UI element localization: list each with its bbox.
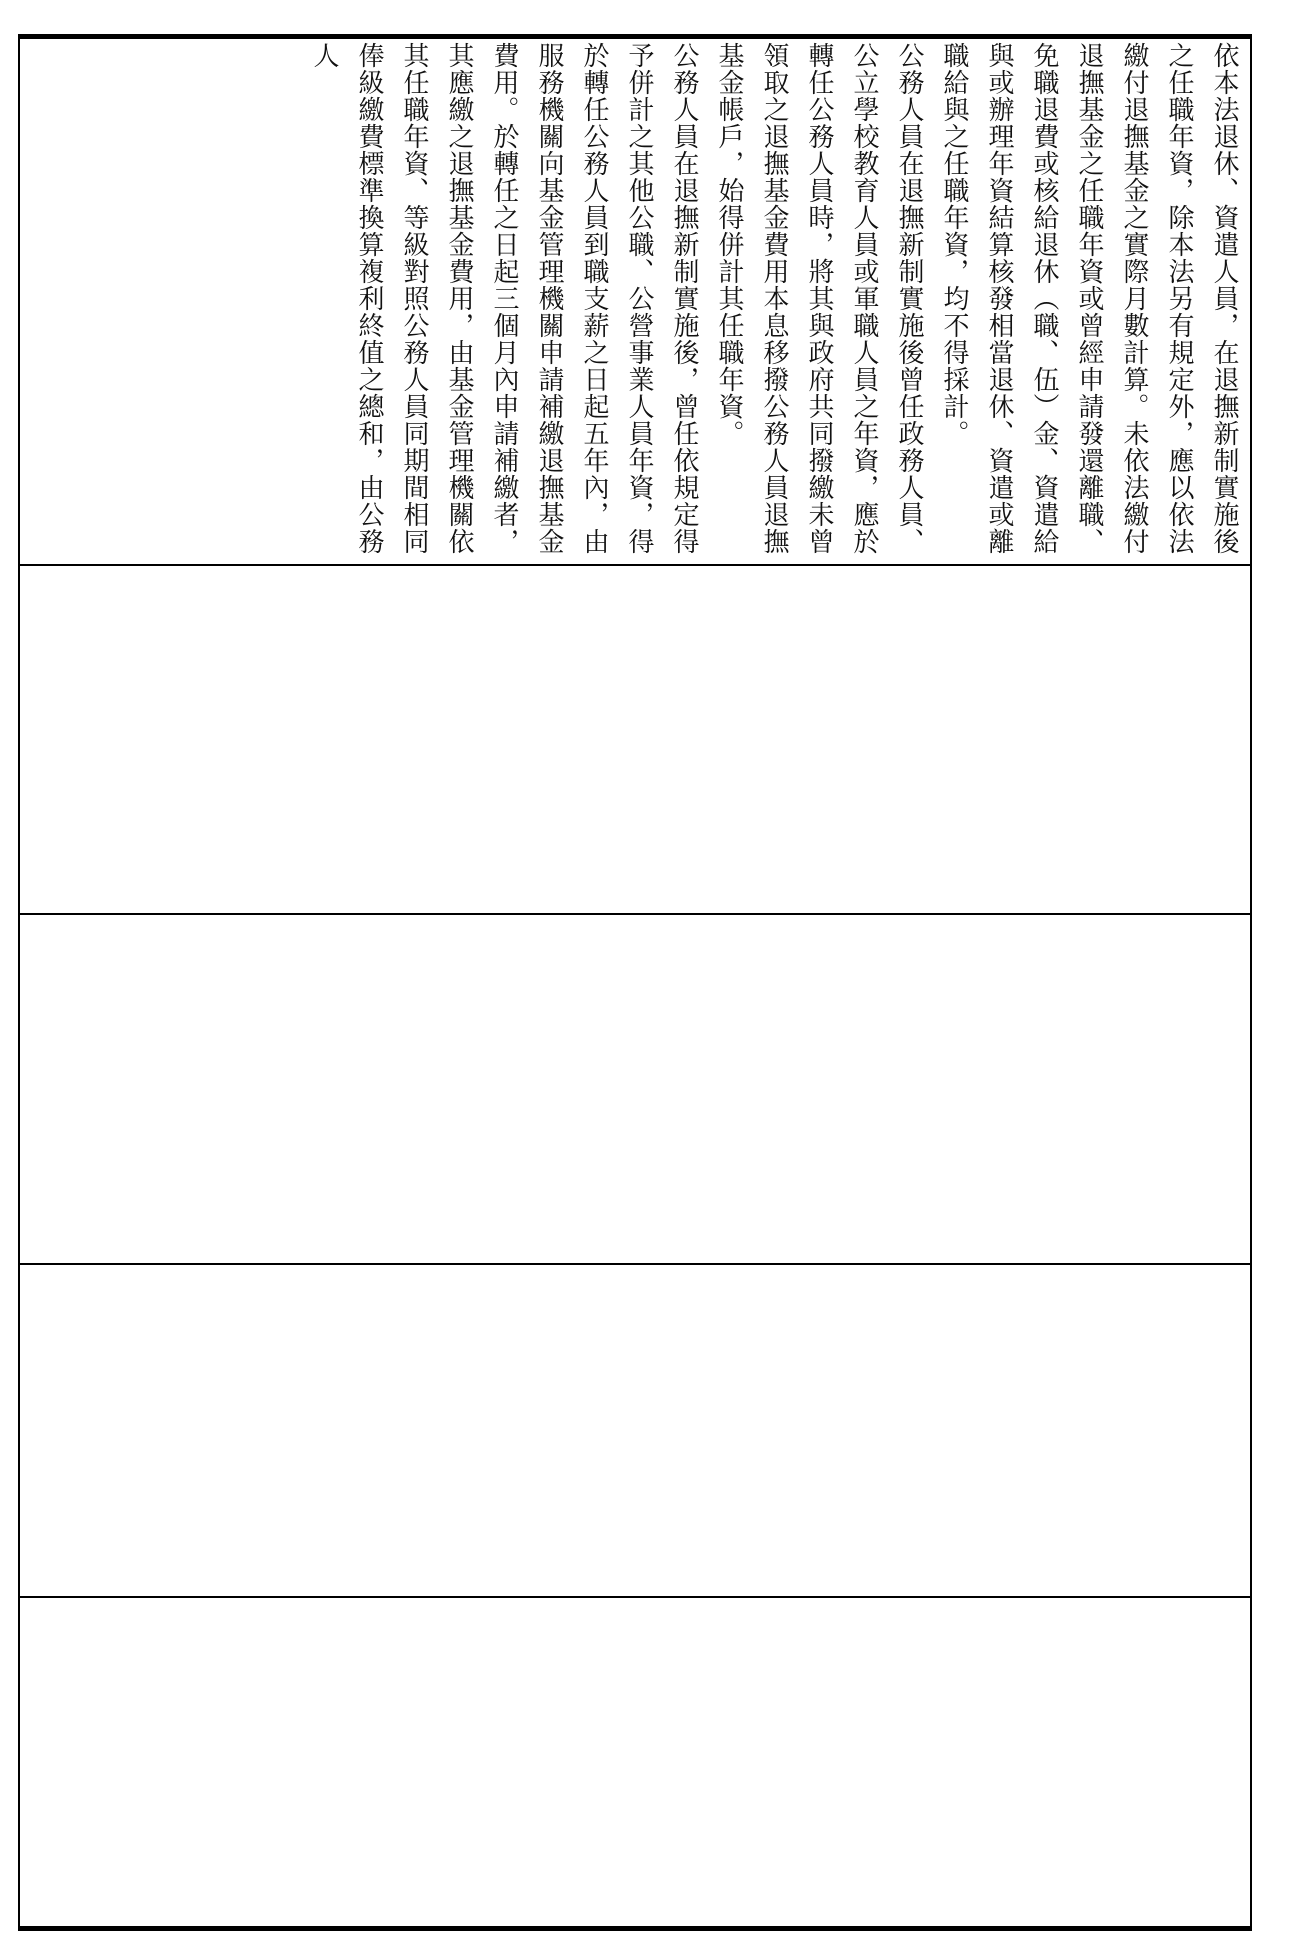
table-right-border (1250, 34, 1252, 1931)
row-divider (20, 1263, 1250, 1265)
row-divider (20, 913, 1250, 915)
paragraph-1: 依本法退休、資遣人員，在退撫新制實施後之任職年資，除本法另有規定外，應以依法繳付退撫基金之實際月數計算。未依法繳付退撫基金之任職年資或曾經申請發還離職、免職退費或核給退休（職、伍）金、資遣給與或辦理年資結算核發相當退休、資遣或離職給與之任職年資，均不得採計。 (939, 42, 1239, 555)
paragraph-3: 公務人員在退撫新制實施後，曾任依規定得予併計之其他公職、公營事業人員年資，得於轉任公務人員到職支薪之日起五年內，由服務機關向基金管理機關申請補繳退撫基金費用。於轉任之日起三個月內申請補繳者，其應繳之退撫基金費用，由基金管理機關依其任職年資、等級對照公務人員同期間相同俸級繳費標準換算複利終值之總和，由公務人 (309, 42, 699, 555)
table-left-border (18, 34, 20, 1931)
text-cell (24, 42, 1246, 562)
row-divider (20, 1596, 1250, 1598)
table-top-border (18, 34, 1252, 39)
table-bottom-border (18, 1926, 1252, 1931)
paragraph-2: 公務人員在退撫新制實施後曾任政務人員、公立學校教育人員或軍職人員之年資，應於轉任公務人員時，將其與政府共同撥繳未曾領取之退撫基金費用本息移撥公務人員退撫基金帳戶，始得併計其任職年資。 (714, 42, 924, 555)
row-divider (20, 564, 1250, 566)
